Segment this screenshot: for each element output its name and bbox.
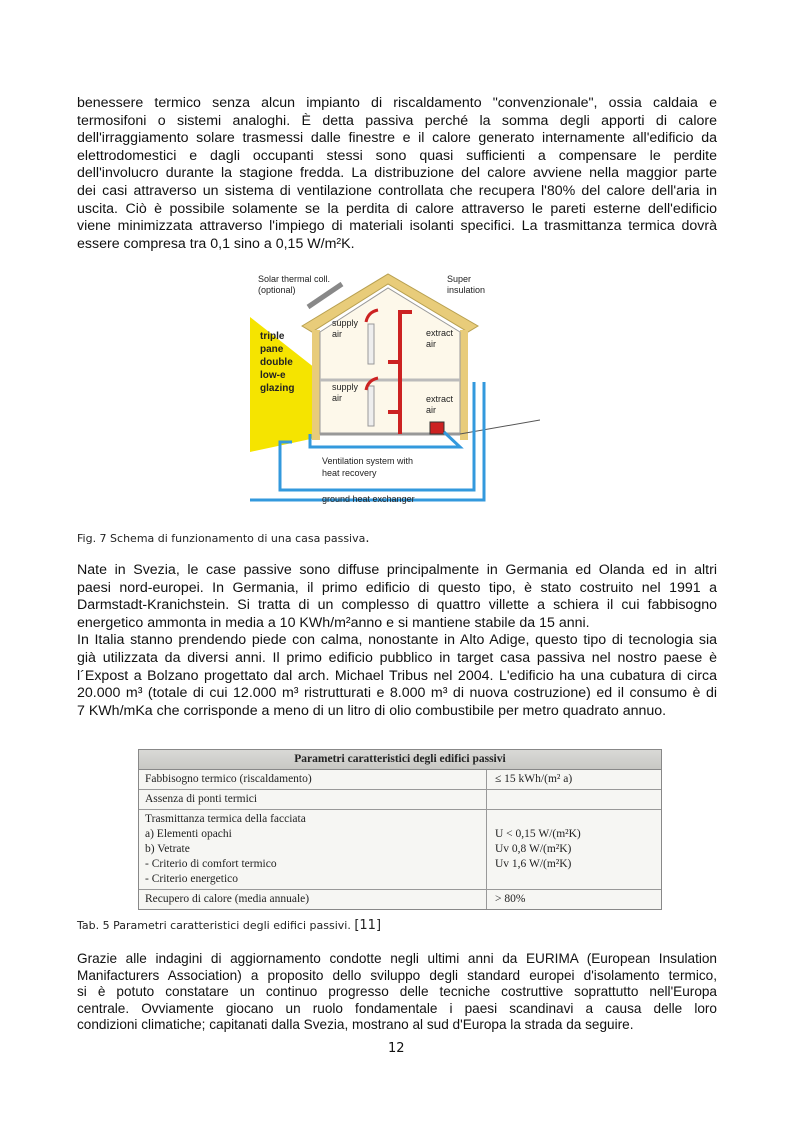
text-line: 20.000 m³ (totale di cui 12.000 m³ ristrutturati e 8.000 m³ di nuova costruzione) ed il consumo è di: [77, 685, 717, 702]
cell-text: Fabbisogno termico (riscaldamento): [145, 773, 312, 785]
text-line: si è potuto constatare un continuo progresso delle tecniche costruttive soprattutto nell'Europa: [77, 984, 717, 1000]
cell-text: - Criterio di comfort termico: [145, 858, 277, 870]
label-heat-recovery: heat recovery: [322, 468, 377, 478]
text-line: 7 KWh/mKa che corrisponde a meno di un litro di olio combustibile per metro quadrato annuo.: [77, 702, 667, 719]
body-paragraph-3: [77, 951, 717, 1034]
text-line: Nate in Svezia, le case passive sono diffuse principalmente in Germania ed Olanda ed in altri: [77, 562, 717, 578]
table-cell-param: [139, 890, 487, 909]
table-row: [139, 810, 661, 890]
table-caption: [77, 918, 381, 933]
label-supply-air-lower: supply: [332, 382, 359, 392]
figure-caption-period: .: [365, 531, 370, 546]
table-row: [139, 790, 661, 810]
heat-recovery-unit: [430, 422, 444, 434]
text-line: paesi nord-europei. In Germania, il primo edificio di questo tipo, è stato costruito nel 1991 a: [77, 579, 717, 596]
text-line: energetico ammonta in media a 10 KWh/m²anno e si mantiene stabile da 15 anni.: [77, 614, 590, 631]
cell-text: a) Elementi opachi: [145, 828, 232, 840]
cell-text: > 80%: [495, 893, 526, 905]
cell-text: [495, 812, 653, 827]
ground-line: [460, 420, 540, 434]
page-number: 12: [388, 1041, 405, 1056]
label-supply-air-upper: air: [332, 329, 343, 339]
body-paragraph-1: [77, 95, 717, 253]
label-insulation: insulation: [447, 285, 486, 295]
wall-insulation-left: [312, 330, 320, 440]
text-line: l´Expost a Bolzano progettato dal arch. Michael Tribus nel 2004. L'edificio ha una cubatura di circa: [77, 667, 717, 684]
text-line: uscita. Ciò è possibile solamente se la perdita di calore attraverso le pareti esterne dell'edificio: [77, 200, 717, 217]
table-caption-reference: [11]: [354, 918, 382, 933]
window-upper: [368, 324, 374, 364]
label-super: Super: [447, 274, 472, 284]
table-cell-value: [487, 810, 661, 889]
label-glazing: double: [260, 357, 293, 368]
label-solar-collector: Solar thermal coll.: [258, 274, 331, 284]
table-row: [139, 770, 661, 790]
cell-text: - Criterio energetico: [145, 873, 239, 885]
cell-text: Recupero di calore (media annuale): [145, 893, 310, 905]
cell-text: ≤ 15 kWh/(m² a): [495, 773, 573, 785]
table-caption-text: Tab. 5 Parametri caratteristici degli edifici passivi.: [77, 919, 355, 932]
wall-insulation-right: [460, 330, 468, 440]
figure-caption-text: Fig. 7 Schema di funzionamento di una casa passiva: [77, 532, 366, 545]
body-paragraph-2: [77, 562, 717, 720]
table-cell-value: [487, 770, 661, 789]
cell-text: Uv 0,8 W/(m²K): [495, 843, 572, 855]
text-line: Manifacturers Association) a proposito dello sviluppo degli standard europei d'isolamento termico,: [77, 967, 717, 983]
window-lower: [368, 386, 374, 426]
label-glazing: pane: [260, 344, 284, 355]
table-title: Parametri caratteristici degli edifici passivi: [139, 750, 661, 770]
label-extract-air-upper: extract: [426, 328, 454, 338]
text-line: centrale. Ovviamente giocano un ruolo fondamentale i paesi scandinavi a causa delle loro: [77, 1000, 717, 1016]
table-cell-value: [487, 890, 661, 909]
label-supply-air-upper: supply: [332, 318, 359, 328]
label-extract-air-lower: extract: [426, 394, 454, 404]
cell-text: b) Vetrate: [145, 843, 190, 855]
label-solar-optional: (optional): [258, 285, 296, 295]
passive-house-diagram: [250, 262, 540, 512]
label-supply-air-lower: air: [332, 393, 343, 403]
text-line: benessere termico senza alcun impianto di riscaldamento "convenzionale", ossia caldaia e: [77, 95, 717, 111]
table-cell-param: [139, 810, 487, 889]
text-line: condizioni climatiche; capitanati dalla Svezia, mostrano al sud d'Europa la strada da seguire.: [77, 1017, 634, 1033]
text-line: Grazie alle indagini di aggiornamento condotte negli ultimi anni da EURIMA (European Insulation: [77, 951, 717, 966]
text-line: viene minimizzata attraverso l'impiego di materiali isolanti specifici. La trasmittanza termica dovrà: [77, 218, 717, 235]
table-cell-param: [139, 770, 487, 789]
text-line: essere compresa tra 0,1 sino a 0,15 W/m²K.: [77, 235, 355, 252]
text-line: elettrodomestici e dagli occupanti stessi sono quasi sufficienti a compensare le perdite: [77, 147, 717, 164]
table-cell-value: [487, 790, 661, 809]
text-line: In Italia stanno prendendo piede con calma, nonostante in Alto Adige, questo tipo di tecnologia sia: [77, 632, 717, 649]
text-line: Darmstadt-Kranichstein. Si tratta di un complesso di quattro villette a schiera il cui fabbisogno: [77, 597, 717, 614]
cell-text: U < 0,15 W/(m²K): [495, 828, 581, 840]
cell-text: Uv 1,6 W/(m²K): [495, 858, 572, 870]
label-extract-air-lower: air: [426, 405, 437, 415]
cell-text: Assenza di ponti termici: [145, 793, 258, 805]
cell-text: Trasmittanza termica della facciata: [145, 813, 306, 825]
solar-collector: [308, 284, 342, 307]
text-line: dei casi attraverso un sistema di ventilazione controllata che recupera l'80% del calore dell'aria in: [77, 182, 717, 199]
figure-caption: [77, 531, 370, 546]
text-line: dell'involucro durante la stagione fredda. La distribuzione del calore avviene nella maggior parte: [77, 165, 717, 182]
label-extract-air-upper: air: [426, 339, 437, 349]
text-line: termosifoni o sistemi analoghi. È detta passiva perché la somma degli apporti di calore: [77, 112, 717, 129]
label-glazing: triple: [260, 331, 285, 342]
table-cell-param: [139, 790, 487, 809]
label-ground-heat-exchanger: ground heat exchanger: [322, 494, 415, 504]
label-glazing: glazing: [260, 383, 295, 394]
text-line: già utilizzata da diversi anni. Il primo edificio pubblico in target casa passiva nel nostro paese è: [77, 649, 717, 666]
text-line: dell'irraggiamento solare trasmessi dalle finestre e il calore generato internamente all'edificio da: [77, 130, 717, 147]
table-row: [139, 890, 661, 909]
label-glazing: low-e: [260, 370, 286, 381]
parameters-table: [138, 749, 662, 910]
label-ventilation-system: Ventilation system with: [322, 456, 414, 466]
